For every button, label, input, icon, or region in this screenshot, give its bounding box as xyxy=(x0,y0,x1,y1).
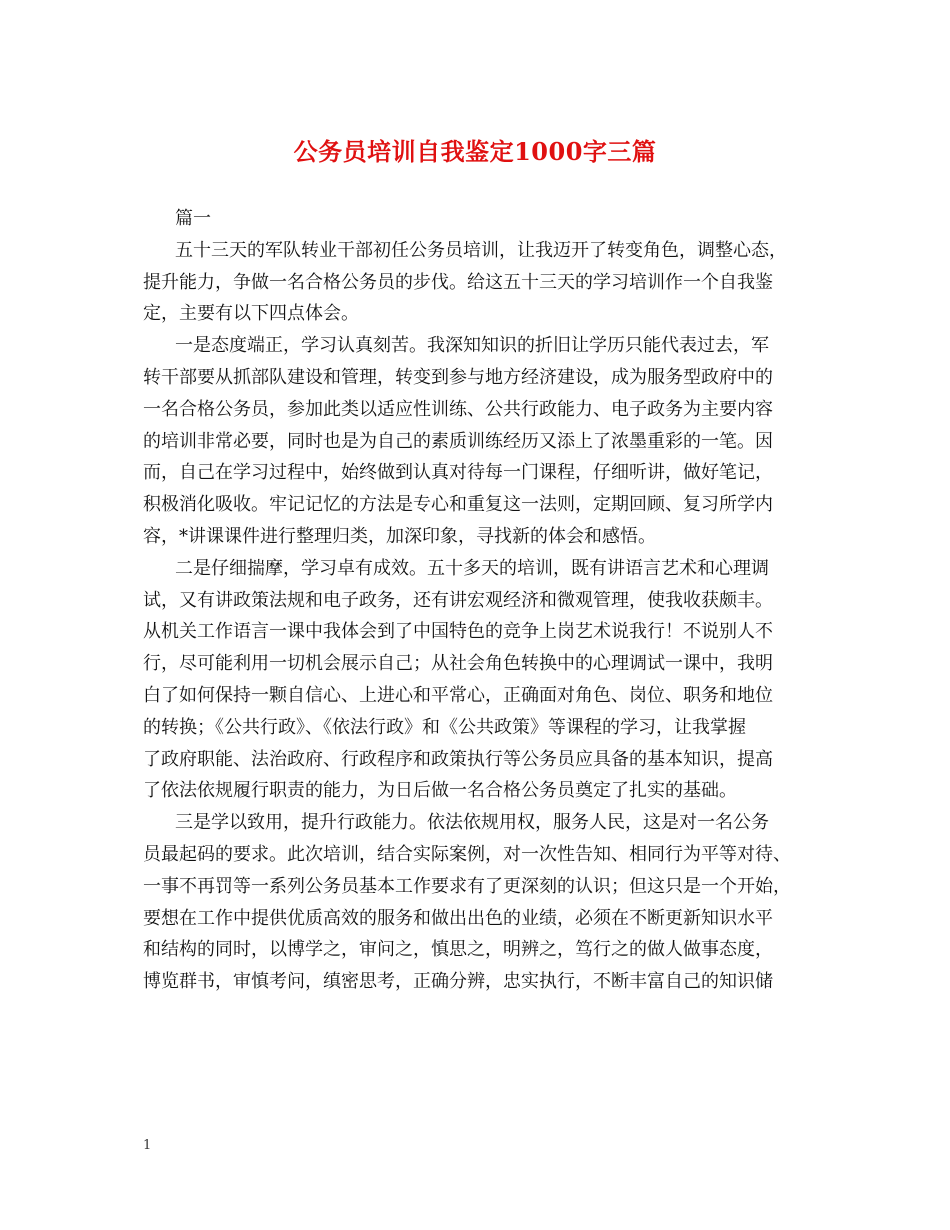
text-line: 提升能力，争做一名合格公务员的步伐。给这五十三天的学习培训作一个自我鉴 xyxy=(143,271,773,293)
text-line: 要想在工作中提供优质高效的服务和做出出色的业绩，必须在不断更新知识水平 xyxy=(143,907,773,929)
text-line: 员最起码的要求。此次培训，结合实际案例，对一次性告知、相同行为平等对待、 xyxy=(143,843,791,865)
text-line: 白了如何保持一颗自信心、上进心和平常心，正确面对角色、岗位、职务和地位 xyxy=(143,684,773,706)
text-line: 从机关工作语言一课中我体会到了中国特色的竞争上岗艺术说我行！不说别人不 xyxy=(143,621,773,643)
text-line: 定，主要有以下四点体会。 xyxy=(143,303,359,325)
document-body xyxy=(143,203,813,998)
text-line: 一名合格公务员，参加此类以适应性训练、公共行政能力、电子政务为主要内容 xyxy=(143,398,773,420)
page-number: 1 xyxy=(143,1138,152,1153)
text-line: 了政府职能、法治政府、行政程序和政策执行等公务员应具备的基本知识，提高 xyxy=(143,748,773,770)
text-line: 的培训非常必要，同时也是为自己的素质训练经历又添上了浓墨重彩的一笔。因 xyxy=(143,430,773,452)
document-title: 公务员培训自我鉴定1000字三篇 xyxy=(293,137,657,166)
text-line: 和结构的同时，以博学之，审问之，慎思之，明辨之，笃行之的做人做事态度， xyxy=(143,939,773,961)
text-line: 积极消化吸收。牢记记忆的方法是专心和重复这一法则，定期回顾、复习所学内 xyxy=(143,494,773,516)
text-line: 一事不再罚等一系列公务员基本工作要求有了更深刻的认识；但这只是一个开始， xyxy=(143,875,791,897)
text-line: 行，尽可能利用一切机会展示自己；从社会角色转换中的心理调试一课中，我明 xyxy=(143,653,773,675)
text-line: 而，自己在学习过程中，始终做到认真对待每一门课程，仔细听讲，做好笔记， xyxy=(143,462,773,484)
text-line: 二是仔细揣摩，学习卓有成效。五十多天的培训，既有讲语言艺术和心理调 xyxy=(175,557,769,579)
text-line: 容，*讲课课件进行整理归类，加深印象，寻找新的体会和感悟。 xyxy=(143,525,656,547)
text-line: 五十三天的军队转业干部初任公务员培训，让我迈开了转变角色，调整心态， xyxy=(175,239,787,261)
text-line: 一是态度端正，学习认真刻苦。我深知知识的折旧让学历只能代表过去，军 xyxy=(175,335,769,357)
text-line: 篇一 xyxy=(175,208,211,229)
text-line: 试，又有讲政策法规和电子政务，还有讲宏观经济和微观管理，使我收获颇丰。 xyxy=(143,589,773,611)
text-line: 的转换；《公共行政》、《依法行政》和《公共政策》等课程的学习，让我掌握 xyxy=(143,716,746,738)
text-line: 三是学以致用，提升行政能力。依法依规用权，服务人民，这是对一名公务 xyxy=(175,812,769,834)
text-line: 了依法依规履行职责的能力，为日后做一名合格公务员奠定了扎实的基础。 xyxy=(143,780,737,802)
text-line: 博览群书，审慎考问，缜密思考，正确分辨，忠实执行，不断丰富自己的知识储 xyxy=(143,971,773,993)
text-line: 转干部要从抓部队建设和管理，转变到参与地方经济建设，成为服务型政府中的 xyxy=(143,366,773,388)
